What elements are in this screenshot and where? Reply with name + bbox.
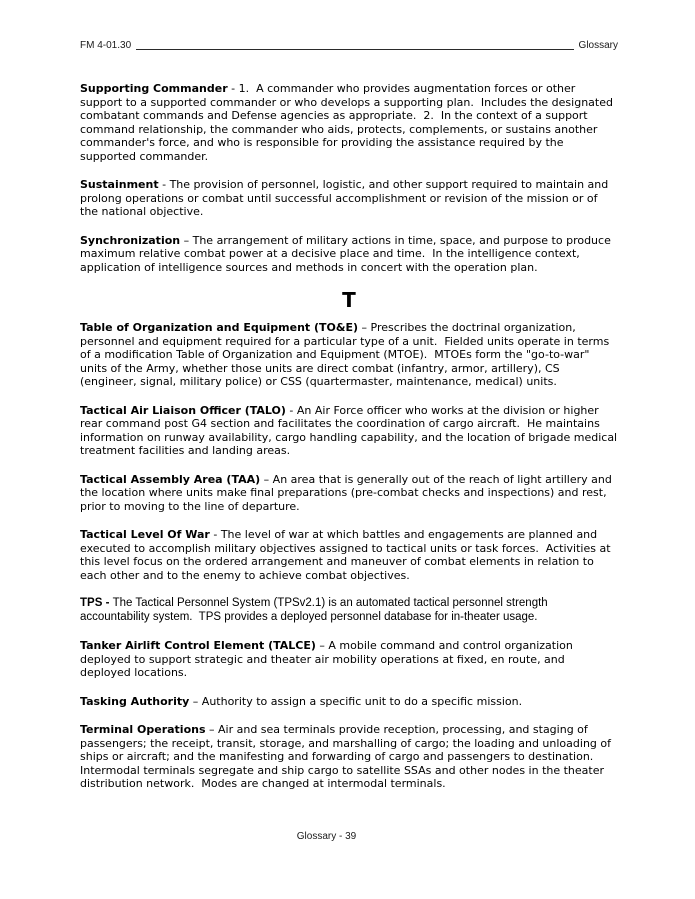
entry-term: Tactical Air Liaison Officer (TALO) xyxy=(80,403,286,417)
glossary-entry-tasking-authority xyxy=(80,695,618,709)
glossary-entry-talce xyxy=(80,639,618,680)
entry-separator: – xyxy=(180,233,193,247)
entry-definition: The Tactical Personnel System (TPSv2.1) is an automated tactical personnel strength accountability system. TPS provides a deployed personnel database for in-theater usage. xyxy=(80,597,551,623)
glossary-entry-sustainment xyxy=(80,178,618,219)
entry-separator: - xyxy=(227,82,239,95)
entry-term: Tactical Assembly Area (TAA) xyxy=(80,472,261,486)
header-section-label: Glossary xyxy=(578,40,618,51)
glossary-entry-taa xyxy=(80,473,618,514)
entry-term: Supporting Commander xyxy=(80,82,228,95)
section-letter-heading: T xyxy=(342,288,356,312)
entry-term: Sustainment xyxy=(80,178,159,191)
entry-term: Synchronization xyxy=(80,233,181,247)
header-doc-number: FM 4-01.30 xyxy=(80,40,132,51)
entry-definition: An Air Force officer who works at the division or higher rear command post G4 section and facilitates the coordination of cargo aircraft. He maintains information on runway availability, cargo handling capability, and the location of brigade medical treatment facilities and landing areas. xyxy=(80,403,621,457)
entry-definition: Authority to assign a specific unit to do a specific mission. xyxy=(201,694,523,708)
entry-definition: 1. A commander who provides augmentation forces or other support to a supported commander or who develops a supporting plan. Includes the designated combatant commands and Defense agencies as appropriate. 2. In the context of a support command relationship, the commander who aids, protects, complements, or sustains another commander's force, and who is responsible for providing the assistance required by the supported commander. xyxy=(80,82,617,163)
glossary-entry-tps xyxy=(80,597,618,624)
glossary-entry-terminal-operations xyxy=(80,723,618,791)
entry-separator: – xyxy=(189,694,202,708)
entry-separator: - xyxy=(158,178,170,191)
entry-separator: - xyxy=(285,403,297,417)
entry-definition: The level of war at which battles and engagements are planned and executed to accomplish military objectives assigned to tactical units or task forces. Activities at this level focus on the ordered arrangement and maneuver of combat elements in relation to each other and to the enemy to achieve combat objectives. xyxy=(80,528,615,582)
entry-definition: The provision of personnel, logistic, and other support required to maintain and prolong operations or combat until successful accomplishment or revision of the mission or of the national objective. xyxy=(80,178,612,218)
entry-term: Tanker Airlift Control Element (TALCE) xyxy=(80,639,316,652)
glossary-entry-toe xyxy=(80,321,618,389)
entry-separator: - xyxy=(209,528,221,541)
page-header xyxy=(80,40,618,52)
entry-definition: Prescribes the doctrinal organization, personnel and equipment required for a particular type of a unit. Fielded units operate in terms of a modification Table of Organization and Equipment (MTOE). MTOEs form the "go-to-war" units of the Army, whether those units are direct combat (infantry, armor, artillery), CS (engineer, signal, military police) or CSS (quartermaster, maintenance, medical) units. xyxy=(80,321,613,388)
entry-definition: An area that is generally out of the reach of light artillery and the location where units make final preparations (pre-combat checks and inspections) and rest, prior to moving to the line of departure. xyxy=(80,472,616,513)
entry-separator: - xyxy=(102,597,113,609)
entry-term: Tactical Level Of War xyxy=(80,528,210,541)
page-footer: Glossary - 39 xyxy=(296,831,357,842)
entry-term: Tasking Authority xyxy=(80,694,190,708)
entry-separator: – xyxy=(315,639,329,652)
entry-term: TPS xyxy=(80,597,103,609)
header-rule xyxy=(136,49,573,50)
glossary-entry-talo xyxy=(80,403,621,458)
entry-separator: – xyxy=(205,723,219,736)
entry-definition: A mobile command and control organization deployed to support strategic and theater air mobility operations at fixed, en route, and deployed locations. xyxy=(80,639,577,679)
glossary-entry-tactical-level-of-war xyxy=(80,528,618,582)
entry-term: Terminal Operations xyxy=(80,723,206,736)
entry-separator: – xyxy=(358,321,371,334)
entry-definition: Air and sea terminals provide reception, processing, and staging of passengers; the receipt, transit, storage, and marshalling of cargo; the loading and unloading of ships or aircraft; and the manifesting and forwarding of cargo and passengers to destination. Intermodal terminals segregate and ship cargo to satellite SSAs and other nodes in the theater distribution network. Modes are changed at intermodal terminals. xyxy=(80,723,615,790)
entry-definition: The arrangement of military actions in time, space, and purpose to produce maximum relative combat power at a decisive place and time. In the intelligence context, application of intelligence sources and methods in concert with the operation plan. xyxy=(80,233,615,274)
entry-term: Table of Organization and Equipment (TO&E) xyxy=(80,321,359,334)
glossary-entry-synchronization xyxy=(80,234,618,275)
glossary-entry-supporting-commander xyxy=(80,82,618,163)
entry-separator: – xyxy=(260,472,273,486)
